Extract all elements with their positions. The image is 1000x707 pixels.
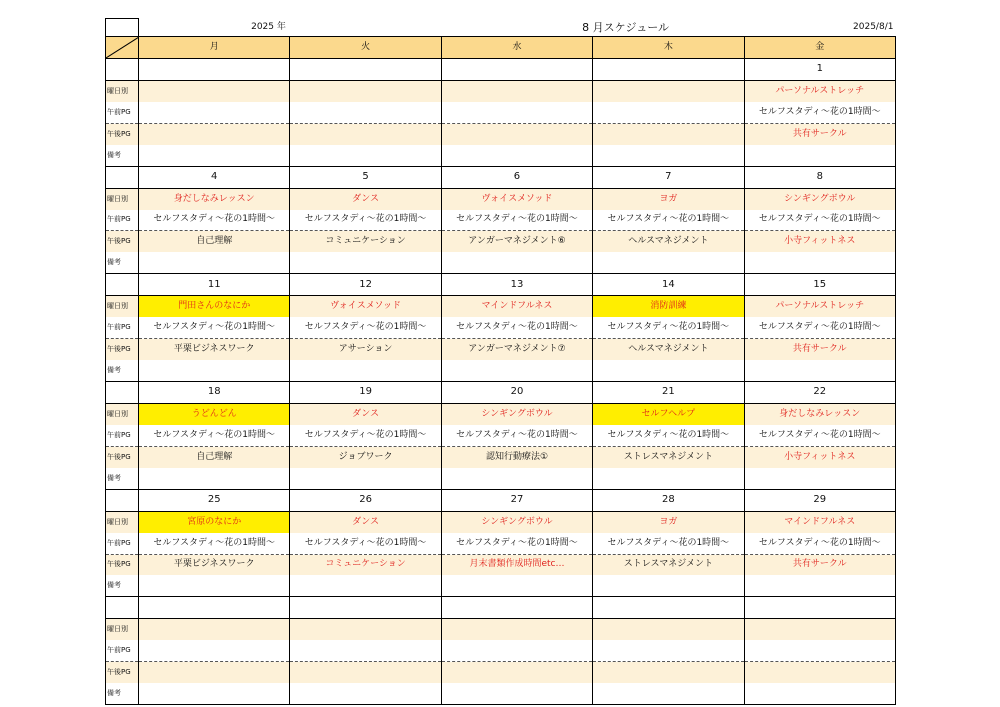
row-label-am: 午前PG xyxy=(106,425,139,446)
note-cell xyxy=(593,468,744,489)
morning-program: セルフスタディ～花の1時間～ xyxy=(290,425,441,446)
corner-cell xyxy=(106,37,139,59)
date-label-cell xyxy=(106,274,139,296)
date-number: 1 xyxy=(744,58,895,80)
morning-program: セルフスタディ～花の1時間～ xyxy=(744,102,895,123)
year-cell xyxy=(139,19,290,37)
note-cell xyxy=(744,683,895,704)
week-date-row xyxy=(106,166,896,188)
afternoon-program xyxy=(441,123,592,144)
afternoon-program xyxy=(290,662,441,683)
morning-program: セルフスタディ～花の1時間～ xyxy=(441,425,592,446)
weekday-program: ヨガ xyxy=(593,188,744,209)
date-number: 13 xyxy=(441,274,592,296)
afternoon-program xyxy=(139,662,290,683)
row-pm xyxy=(106,123,896,144)
weekday-program: シンギングボウル xyxy=(441,511,592,532)
weekday-thu: 木 xyxy=(593,37,744,59)
morning-program: セルフスタディ～花の1時間～ xyxy=(290,317,441,338)
date-number: 25 xyxy=(139,489,290,511)
date-number xyxy=(290,58,441,80)
date-number: 8 xyxy=(744,166,895,188)
row-label-bikou: 備考 xyxy=(106,683,139,704)
date-number: 26 xyxy=(290,489,441,511)
date-number: 4 xyxy=(139,166,290,188)
morning-program xyxy=(441,102,592,123)
row-label-am: 午前PG xyxy=(106,640,139,661)
afternoon-program: ヘルスマネジメント xyxy=(593,339,744,360)
weekday-mon: 月 xyxy=(139,37,290,59)
morning-program: セルフスタディ～花の1時間～ xyxy=(441,533,592,554)
date-number xyxy=(290,597,441,619)
row-youbi xyxy=(106,403,896,424)
weekday-program: シンギングボウル xyxy=(441,403,592,424)
date-number: 20 xyxy=(441,382,592,404)
morning-program: セルフスタディ～花の1時間～ xyxy=(441,210,592,231)
row-label-bikou: 備考 xyxy=(106,575,139,596)
week-date-row xyxy=(106,274,896,296)
row-label-pm: 午後PG xyxy=(106,446,139,467)
date-number: 29 xyxy=(744,489,895,511)
afternoon-program: ストレスマネジメント xyxy=(593,446,744,467)
morning-program: セルフスタディ～花の1時間～ xyxy=(744,425,895,446)
month-value: 8 xyxy=(582,20,590,34)
afternoon-program xyxy=(593,123,744,144)
date-number: 12 xyxy=(290,274,441,296)
row-bikou xyxy=(106,360,896,381)
note-cell xyxy=(290,468,441,489)
date-number: 21 xyxy=(593,382,744,404)
note-cell xyxy=(593,145,744,166)
date-number: 28 xyxy=(593,489,744,511)
row-am xyxy=(106,425,896,446)
row-youbi xyxy=(106,80,896,101)
note-cell xyxy=(441,252,592,273)
month-cell xyxy=(441,19,592,37)
afternoon-program: 共有サークル xyxy=(744,554,895,575)
date-number: 7 xyxy=(593,166,744,188)
weekday-program: シンギングボウル xyxy=(744,188,895,209)
morning-program: セルフスタディ～花の1時間～ xyxy=(593,317,744,338)
afternoon-program: 小寺フィットネス xyxy=(744,446,895,467)
row-pm xyxy=(106,339,896,360)
note-cell xyxy=(139,575,290,596)
row-label-bikou: 備考 xyxy=(106,360,139,381)
afternoon-program: 共有サークル xyxy=(744,339,895,360)
print-date: 2025/8/1 xyxy=(853,21,894,32)
note-cell xyxy=(744,360,895,381)
weekday-wed: 水 xyxy=(441,37,592,59)
date-number xyxy=(744,597,895,619)
date-number xyxy=(139,58,290,80)
morning-program xyxy=(593,102,744,123)
row-label-pm: 午後PG xyxy=(106,123,139,144)
date-number: 18 xyxy=(139,382,290,404)
row-am xyxy=(106,640,896,661)
row-am xyxy=(106,210,896,231)
note-cell xyxy=(593,360,744,381)
weekday-program: マインドフルネス xyxy=(744,511,895,532)
row-label-pm: 午後PG xyxy=(106,339,139,360)
morning-program xyxy=(139,640,290,661)
row-youbi xyxy=(106,511,896,532)
weekday-program: ダンス xyxy=(290,188,441,209)
row-label-am: 午前PG xyxy=(106,210,139,231)
date-number: 6 xyxy=(441,166,592,188)
note-cell xyxy=(290,575,441,596)
weekday-program xyxy=(290,619,441,640)
date-number xyxy=(441,597,592,619)
date-number: 5 xyxy=(290,166,441,188)
weekday-program xyxy=(593,80,744,101)
week-date-row xyxy=(106,382,896,404)
row-bikou xyxy=(106,145,896,166)
row-label-youbi: 曜日別 xyxy=(106,188,139,209)
date-label-cell xyxy=(106,58,139,80)
note-cell xyxy=(441,468,592,489)
morning-program: セルフスタディ～花の1時間～ xyxy=(139,425,290,446)
afternoon-program xyxy=(290,123,441,144)
row-bikou xyxy=(106,252,896,273)
note-cell xyxy=(593,683,744,704)
weekday-program xyxy=(290,80,441,101)
morning-program xyxy=(139,102,290,123)
schedule-table xyxy=(105,18,896,705)
note-cell xyxy=(290,360,441,381)
afternoon-program xyxy=(744,662,895,683)
morning-program: セルフスタディ～花の1時間～ xyxy=(744,533,895,554)
weekday-program xyxy=(441,619,592,640)
afternoon-program: 自己理解 xyxy=(139,231,290,252)
diagonal-line xyxy=(106,37,139,58)
afternoon-program xyxy=(593,662,744,683)
note-cell xyxy=(290,145,441,166)
week-date-row xyxy=(106,58,896,80)
year-suffix: 年 xyxy=(276,21,286,32)
afternoon-program: アンガーマネジメント⑥ xyxy=(441,231,592,252)
note-cell xyxy=(139,468,290,489)
afternoon-program: 小寺フィットネス xyxy=(744,231,895,252)
row-label-youbi: 曜日別 xyxy=(106,403,139,424)
morning-program: セルフスタディ～花の1時間～ xyxy=(593,425,744,446)
row-bikou xyxy=(106,683,896,704)
note-cell xyxy=(744,468,895,489)
weekday-program xyxy=(139,80,290,101)
note-cell xyxy=(139,360,290,381)
morning-program: セルフスタディ～花の1時間～ xyxy=(139,533,290,554)
morning-program: セルフスタディ～花の1時間～ xyxy=(744,210,895,231)
afternoon-program: 月末書類作成時間etc… xyxy=(441,554,592,575)
weekday-program: ヴォイスメソッド xyxy=(290,296,441,317)
row-label-pm: 午後PG xyxy=(106,662,139,683)
weekday-tue: 火 xyxy=(290,37,441,59)
note-cell xyxy=(139,683,290,704)
afternoon-program xyxy=(441,662,592,683)
row-bikou xyxy=(106,468,896,489)
weekday-program: セルフヘルプ xyxy=(593,403,744,424)
row-pm xyxy=(106,446,896,467)
weekday-program: ヨガ xyxy=(593,511,744,532)
weekday-program: うどんどん xyxy=(139,403,290,424)
corner-top xyxy=(106,19,139,37)
morning-program: セルフスタディ～花の1時間～ xyxy=(290,210,441,231)
weekday-header-row xyxy=(106,37,896,59)
date-label-cell xyxy=(106,166,139,188)
note-cell xyxy=(744,145,895,166)
date-number: 22 xyxy=(744,382,895,404)
row-pm xyxy=(106,662,896,683)
date-label-cell xyxy=(106,489,139,511)
row-pm xyxy=(106,554,896,575)
weekday-program: 宮原のなにか xyxy=(139,511,290,532)
row-am xyxy=(106,533,896,554)
afternoon-program xyxy=(139,123,290,144)
weekday-program: ダンス xyxy=(290,403,441,424)
row-am xyxy=(106,102,896,123)
afternoon-program: コミュニケーション xyxy=(290,554,441,575)
weekday-program: ダンス xyxy=(290,511,441,532)
note-cell xyxy=(744,575,895,596)
date-number xyxy=(593,597,744,619)
weekday-program xyxy=(744,619,895,640)
row-youbi xyxy=(106,188,896,209)
note-cell xyxy=(441,360,592,381)
row-label-pm: 午後PG xyxy=(106,231,139,252)
row-pm xyxy=(106,231,896,252)
date-number: 27 xyxy=(441,489,592,511)
weekday-program: 門田さんのなにか xyxy=(139,296,290,317)
morning-program xyxy=(744,640,895,661)
weekday-program: 身だしなみレッスン xyxy=(744,403,895,424)
title-row xyxy=(106,19,896,37)
weekday-program: 身だしなみレッスン xyxy=(139,188,290,209)
afternoon-program: アサーション xyxy=(290,339,441,360)
date-cell xyxy=(744,19,895,37)
weekday-program: ヴォイスメソッド xyxy=(441,188,592,209)
row-label-pm: 午後PG xyxy=(106,554,139,575)
row-label-bikou: 備考 xyxy=(106,145,139,166)
weekday-fri: 金 xyxy=(744,37,895,59)
page-title: 月スケジュール xyxy=(592,20,670,34)
date-number: 19 xyxy=(290,382,441,404)
week-date-row xyxy=(106,489,896,511)
date-number xyxy=(593,58,744,80)
note-cell xyxy=(593,252,744,273)
row-label-youbi: 曜日別 xyxy=(106,80,139,101)
afternoon-program: ストレスマネジメント xyxy=(593,554,744,575)
morning-program xyxy=(441,640,592,661)
date-number xyxy=(441,58,592,80)
morning-program: セルフスタディ～花の1時間～ xyxy=(593,210,744,231)
row-label-bikou: 備考 xyxy=(106,468,139,489)
afternoon-program: 共有サークル xyxy=(744,123,895,144)
afternoon-program: 自己理解 xyxy=(139,446,290,467)
row-label-am: 午前PG xyxy=(106,317,139,338)
note-cell xyxy=(593,575,744,596)
title-cell xyxy=(593,19,744,37)
weekday-program xyxy=(139,619,290,640)
date-number xyxy=(139,597,290,619)
note-cell xyxy=(290,252,441,273)
morning-program: セルフスタディ～花の1時間～ xyxy=(139,317,290,338)
afternoon-program: アンガーマネジメント⑦ xyxy=(441,339,592,360)
date-number: 14 xyxy=(593,274,744,296)
weekday-program: パーソナルストレッチ xyxy=(744,80,895,101)
morning-program xyxy=(290,640,441,661)
note-cell xyxy=(441,145,592,166)
afternoon-program: 平栗ビジネスワーク xyxy=(139,339,290,360)
afternoon-program: 平栗ビジネスワーク xyxy=(139,554,290,575)
note-cell xyxy=(139,252,290,273)
year-value: 2025 xyxy=(251,21,274,32)
weekday-program xyxy=(593,619,744,640)
morning-program: セルフスタディ～花の1時間～ xyxy=(290,533,441,554)
morning-program: セルフスタディ～花の1時間～ xyxy=(744,317,895,338)
afternoon-program: ジョブワーク xyxy=(290,446,441,467)
row-label-am: 午前PG xyxy=(106,533,139,554)
afternoon-program: 認知行動療法① xyxy=(441,446,592,467)
date-label-cell xyxy=(106,597,139,619)
date-label-cell xyxy=(106,382,139,404)
morning-program: セルフスタディ～花の1時間～ xyxy=(593,533,744,554)
morning-program xyxy=(593,640,744,661)
afternoon-program: コミュニケーション xyxy=(290,231,441,252)
note-cell xyxy=(290,683,441,704)
row-label-am: 午前PG xyxy=(106,102,139,123)
row-label-bikou: 備考 xyxy=(106,252,139,273)
row-label-youbi: 曜日別 xyxy=(106,511,139,532)
date-number: 15 xyxy=(744,274,895,296)
row-youbi xyxy=(106,296,896,317)
weekday-program xyxy=(441,80,592,101)
morning-program: セルフスタディ～花の1時間～ xyxy=(441,317,592,338)
morning-program xyxy=(290,102,441,123)
note-cell xyxy=(441,575,592,596)
weekday-program: 消防訓練 xyxy=(593,296,744,317)
row-label-youbi: 曜日別 xyxy=(106,296,139,317)
weekday-program: マインドフルネス xyxy=(441,296,592,317)
row-am xyxy=(106,317,896,338)
morning-program: セルフスタディ～花の1時間～ xyxy=(139,210,290,231)
row-label-youbi: 曜日別 xyxy=(106,619,139,640)
note-cell xyxy=(441,683,592,704)
note-cell xyxy=(744,252,895,273)
afternoon-program: ヘルスマネジメント xyxy=(593,231,744,252)
weeks-body xyxy=(106,58,896,704)
date-number: 11 xyxy=(139,274,290,296)
row-bikou xyxy=(106,575,896,596)
note-cell xyxy=(139,145,290,166)
row-youbi xyxy=(106,619,896,640)
week-date-row xyxy=(106,597,896,619)
weekday-program: パーソナルストレッチ xyxy=(744,296,895,317)
